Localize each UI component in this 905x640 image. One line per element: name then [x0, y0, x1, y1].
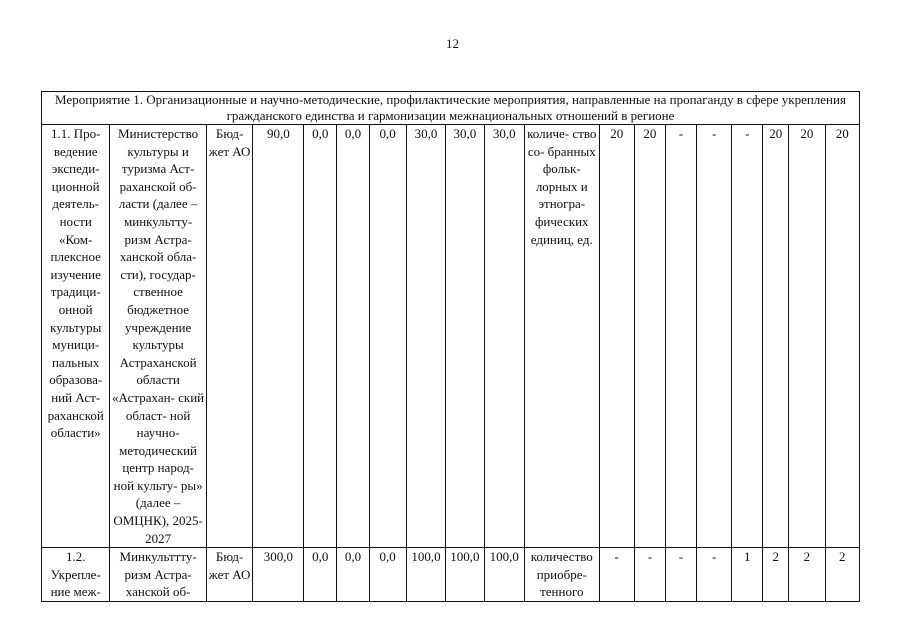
amount-cell: 0,0	[304, 548, 337, 602]
amount-cell: 300,0	[253, 548, 304, 602]
indicator-value: -	[599, 548, 634, 602]
funding-source: Бюд- жет АО	[206, 548, 253, 602]
amount-cell: 0,0	[337, 125, 369, 548]
indicator-value: 20	[634, 125, 665, 548]
table-header-row	[42, 92, 860, 125]
indicator-value: 20	[599, 125, 634, 548]
amount-cell: 100,0	[406, 548, 445, 602]
indicator-value: -	[697, 548, 732, 602]
amount-cell: 90,0	[253, 125, 304, 548]
amount-cell: 0,0	[369, 125, 406, 548]
indicator-value: -	[634, 548, 665, 602]
measure-header: Мероприятие 1. Организационные и научно-методические, профилактические мероприятия, направленные на пропаганду в сфере укрепления гражданского единства и гармонизации межнациональных отношений в регионе	[42, 92, 860, 125]
page-number: 12	[446, 36, 459, 51]
indicator-value: 20	[825, 125, 860, 548]
indicator-value: -	[697, 125, 732, 548]
indicator-value: -	[665, 125, 696, 548]
indicator-value: 20	[789, 125, 825, 548]
executor: Министерство культуры и туризма Аст- раханской об- ласти (далее – минкультту- ризм Астра- ханской обла- сти), государ- ственное бюджетное учреждение культуры Астраханской области «Астрахан- ский област- ной научно- методический центр народ- ной культу- ры» (далее – ОМЦНК), 2025-2027	[110, 125, 206, 548]
indicator-value: -	[732, 125, 763, 548]
executor: Минкульттту- ризм Астра- ханской об-	[110, 548, 206, 602]
amount-cell: 100,0	[484, 548, 524, 602]
indicator-value: 20	[763, 125, 789, 548]
amount-cell: 0,0	[337, 548, 369, 602]
indicator-value: 2	[763, 548, 789, 602]
indicator-value: 1	[732, 548, 763, 602]
indicator-value: 2	[825, 548, 860, 602]
amount-cell: 0,0	[369, 548, 406, 602]
table-row	[42, 125, 860, 548]
amount-cell: 30,0	[406, 125, 445, 548]
indicator-value: -	[665, 548, 696, 602]
indicator-name: количе- ство со- бранных фольк- лорных и этногра- фических единиц, ед.	[524, 125, 599, 548]
measure-name: 1.2. Укрепле- ние меж-	[42, 548, 110, 602]
measure-name: 1.1. Про- ведение экспеди- ционной деятель- ности «Ком- плексное изучение традици- онной культуры муници- пальных образова- ний Аст- раханской области»	[42, 125, 110, 548]
amount-cell: 100,0	[446, 548, 484, 602]
amount-cell: 30,0	[446, 125, 484, 548]
amount-cell: 0,0	[304, 125, 337, 548]
funding-source: Бюд- жет АО	[206, 125, 253, 548]
measures-table	[41, 91, 860, 602]
amount-cell: 30,0	[484, 125, 524, 548]
indicator-name: количество приобре- тенного	[524, 548, 599, 602]
table-row	[42, 548, 860, 602]
indicator-value: 2	[789, 548, 825, 602]
